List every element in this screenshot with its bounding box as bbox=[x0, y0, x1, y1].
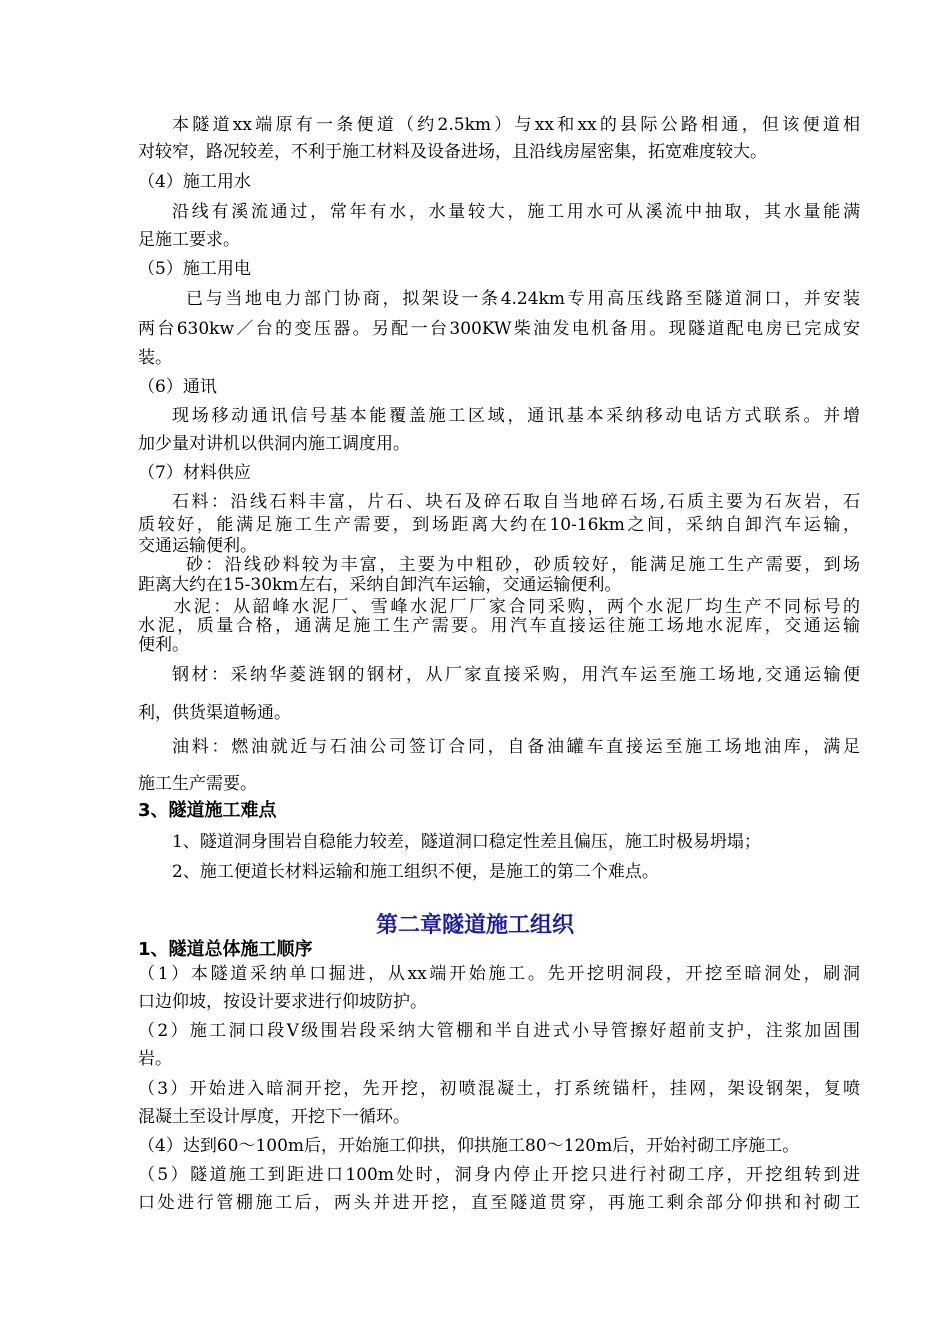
road-paragraph-line-1: 本隧道xx端原有一条便道（约2.5km）与xx和xx的县际公路相通，但该便道相 bbox=[172, 115, 860, 135]
water-heading: （4）施工用水 bbox=[138, 172, 251, 192]
order-item-3-line-1: （3）开始进入暗洞开挖，先开挖，初喷混凝土，打系统锚杆，挂网，架设钢架，复喷 bbox=[138, 1079, 860, 1099]
power-paragraph-line-3: 装。 bbox=[138, 348, 172, 368]
order-item-3-line-2: 混凝土至设计厚度，开挖下一循环。 bbox=[138, 1107, 410, 1127]
chapter-title: 第二章隧道施工组织 bbox=[375, 913, 574, 938]
difficulty-heading: 3、隧道施工难点 bbox=[138, 800, 277, 821]
water-paragraph-line-1: 沿线有溪流通过，常年有水，水量较大，施工用水可从溪流中抽取，其水量能满 bbox=[172, 202, 860, 222]
construction-order-heading: 1、隧道总体施工顺序 bbox=[138, 939, 313, 960]
cement-paragraph-line-3: 便利。 bbox=[138, 635, 189, 655]
power-heading: （5）施工用电 bbox=[138, 259, 251, 279]
communication-paragraph-line-2: 加少量对讲机以供洞内施工调度用。 bbox=[138, 434, 410, 454]
order-item-5-line-1: （5）隧道施工到距进口100m处时，洞身内停止开挖只进行衬砌工序，开挖组转到进 bbox=[138, 1165, 860, 1185]
order-item-2-line-2: 岩。 bbox=[138, 1049, 172, 1069]
power-paragraph-line-2: 两台630kw／台的变压器。另配一台300KW柴油发电机备用。现隧道配电房已完成安 bbox=[138, 319, 860, 339]
sand-paragraph-line-2: 距离大约在15-30km左右，采纳自卸汽车运输，交通运输便利。 bbox=[138, 575, 622, 595]
difficulty-item-1: 1、隧道洞身围岩自稳能力较差，隧道洞口稳定性差且偏压，施工时极易坍塌； bbox=[172, 832, 761, 852]
order-item-4: （4）达到60～100m后，开始施工仰拱，仰拱施工80～120m后，开始衬砌工序施工。 bbox=[138, 1136, 800, 1156]
stone-paragraph-line-3: 交通运输便利。 bbox=[138, 536, 257, 556]
steel-paragraph-line-2: 利，供货渠道畅通。 bbox=[138, 703, 291, 723]
communication-paragraph-line-1: 现场移动通讯信号基本能覆盖施工区域，通讯基本采纳移动电话方式联系。并增 bbox=[172, 406, 860, 426]
oil-paragraph-line-1: 油料：燃油就近与石油公司签订合同，自备油罐车直接运至施工场地油库，满足 bbox=[172, 737, 860, 757]
order-item-5-line-2: 口处进行管棚施工后，两头并进开挖，直至隧道贯穿，再施工剩余部分仰拱和衬砌工 bbox=[138, 1193, 860, 1213]
cement-paragraph-line-1: 水泥：从韶峰水泥厂、雪峰水泥厂厂家合同采购，两个水泥厂均生产不同标号的 bbox=[174, 597, 860, 617]
order-item-1-line-1: （1）本隧道采纳单口掘进，从xx端开始施工。先开挖明洞段，开挖至暗洞处，刷洞 bbox=[138, 964, 860, 984]
communication-heading: （6）通讯 bbox=[138, 377, 217, 397]
stone-paragraph-line-1: 石料：沿线石料丰富，片石、块石及碎石取自当地碎石场,石质主要为石灰岩，石 bbox=[172, 492, 860, 512]
power-paragraph-line-1: 已与当地电力部门协商，拟架设一条4.24km专用高压线路至隧道洞口，并安装 bbox=[186, 289, 860, 309]
oil-paragraph-line-2: 施工生产需要。 bbox=[138, 774, 257, 794]
order-item-1-line-2: 口边仰坡，按设计要求进行仰坡防护。 bbox=[138, 992, 427, 1012]
order-item-2-line-1: （2）施工洞口段Ⅴ级围岩段采纳大管棚和半自进式小导管擦好超前支护，注浆加固围 bbox=[138, 1021, 860, 1041]
water-paragraph-line-2: 足施工要求。 bbox=[138, 230, 240, 250]
material-supply-heading: （7）材料供应 bbox=[138, 463, 251, 483]
steel-paragraph-line-1: 钢材：采纳华菱涟钢的钢材，从厂家直接采购，用汽车运至施工场地,交通运输便 bbox=[172, 665, 860, 685]
cement-paragraph-line-2: 水泥，质量合格，通满足施工生产需要。用汽车直接运往施工场地水泥库，交通运输 bbox=[138, 616, 860, 636]
stone-paragraph-line-2: 质较好，能满足施工生产需要，到场距离大约在10-16km之间，采纳自卸汽车运输， bbox=[138, 515, 860, 535]
sand-paragraph-line-1: 砂：沿线砂料较为丰富，主要为中粗砂，砂质较好，能满足施工生产需要，到场 bbox=[186, 555, 860, 575]
road-paragraph-line-2: 对较窄，路况较差，不利于施工材料及设备进场，且沿线房屋密集，拓宽难度较大。 bbox=[138, 142, 767, 162]
difficulty-item-2: 2、施工便道长材料运输和施工组织不便，是施工的第二个难点。 bbox=[172, 862, 659, 882]
